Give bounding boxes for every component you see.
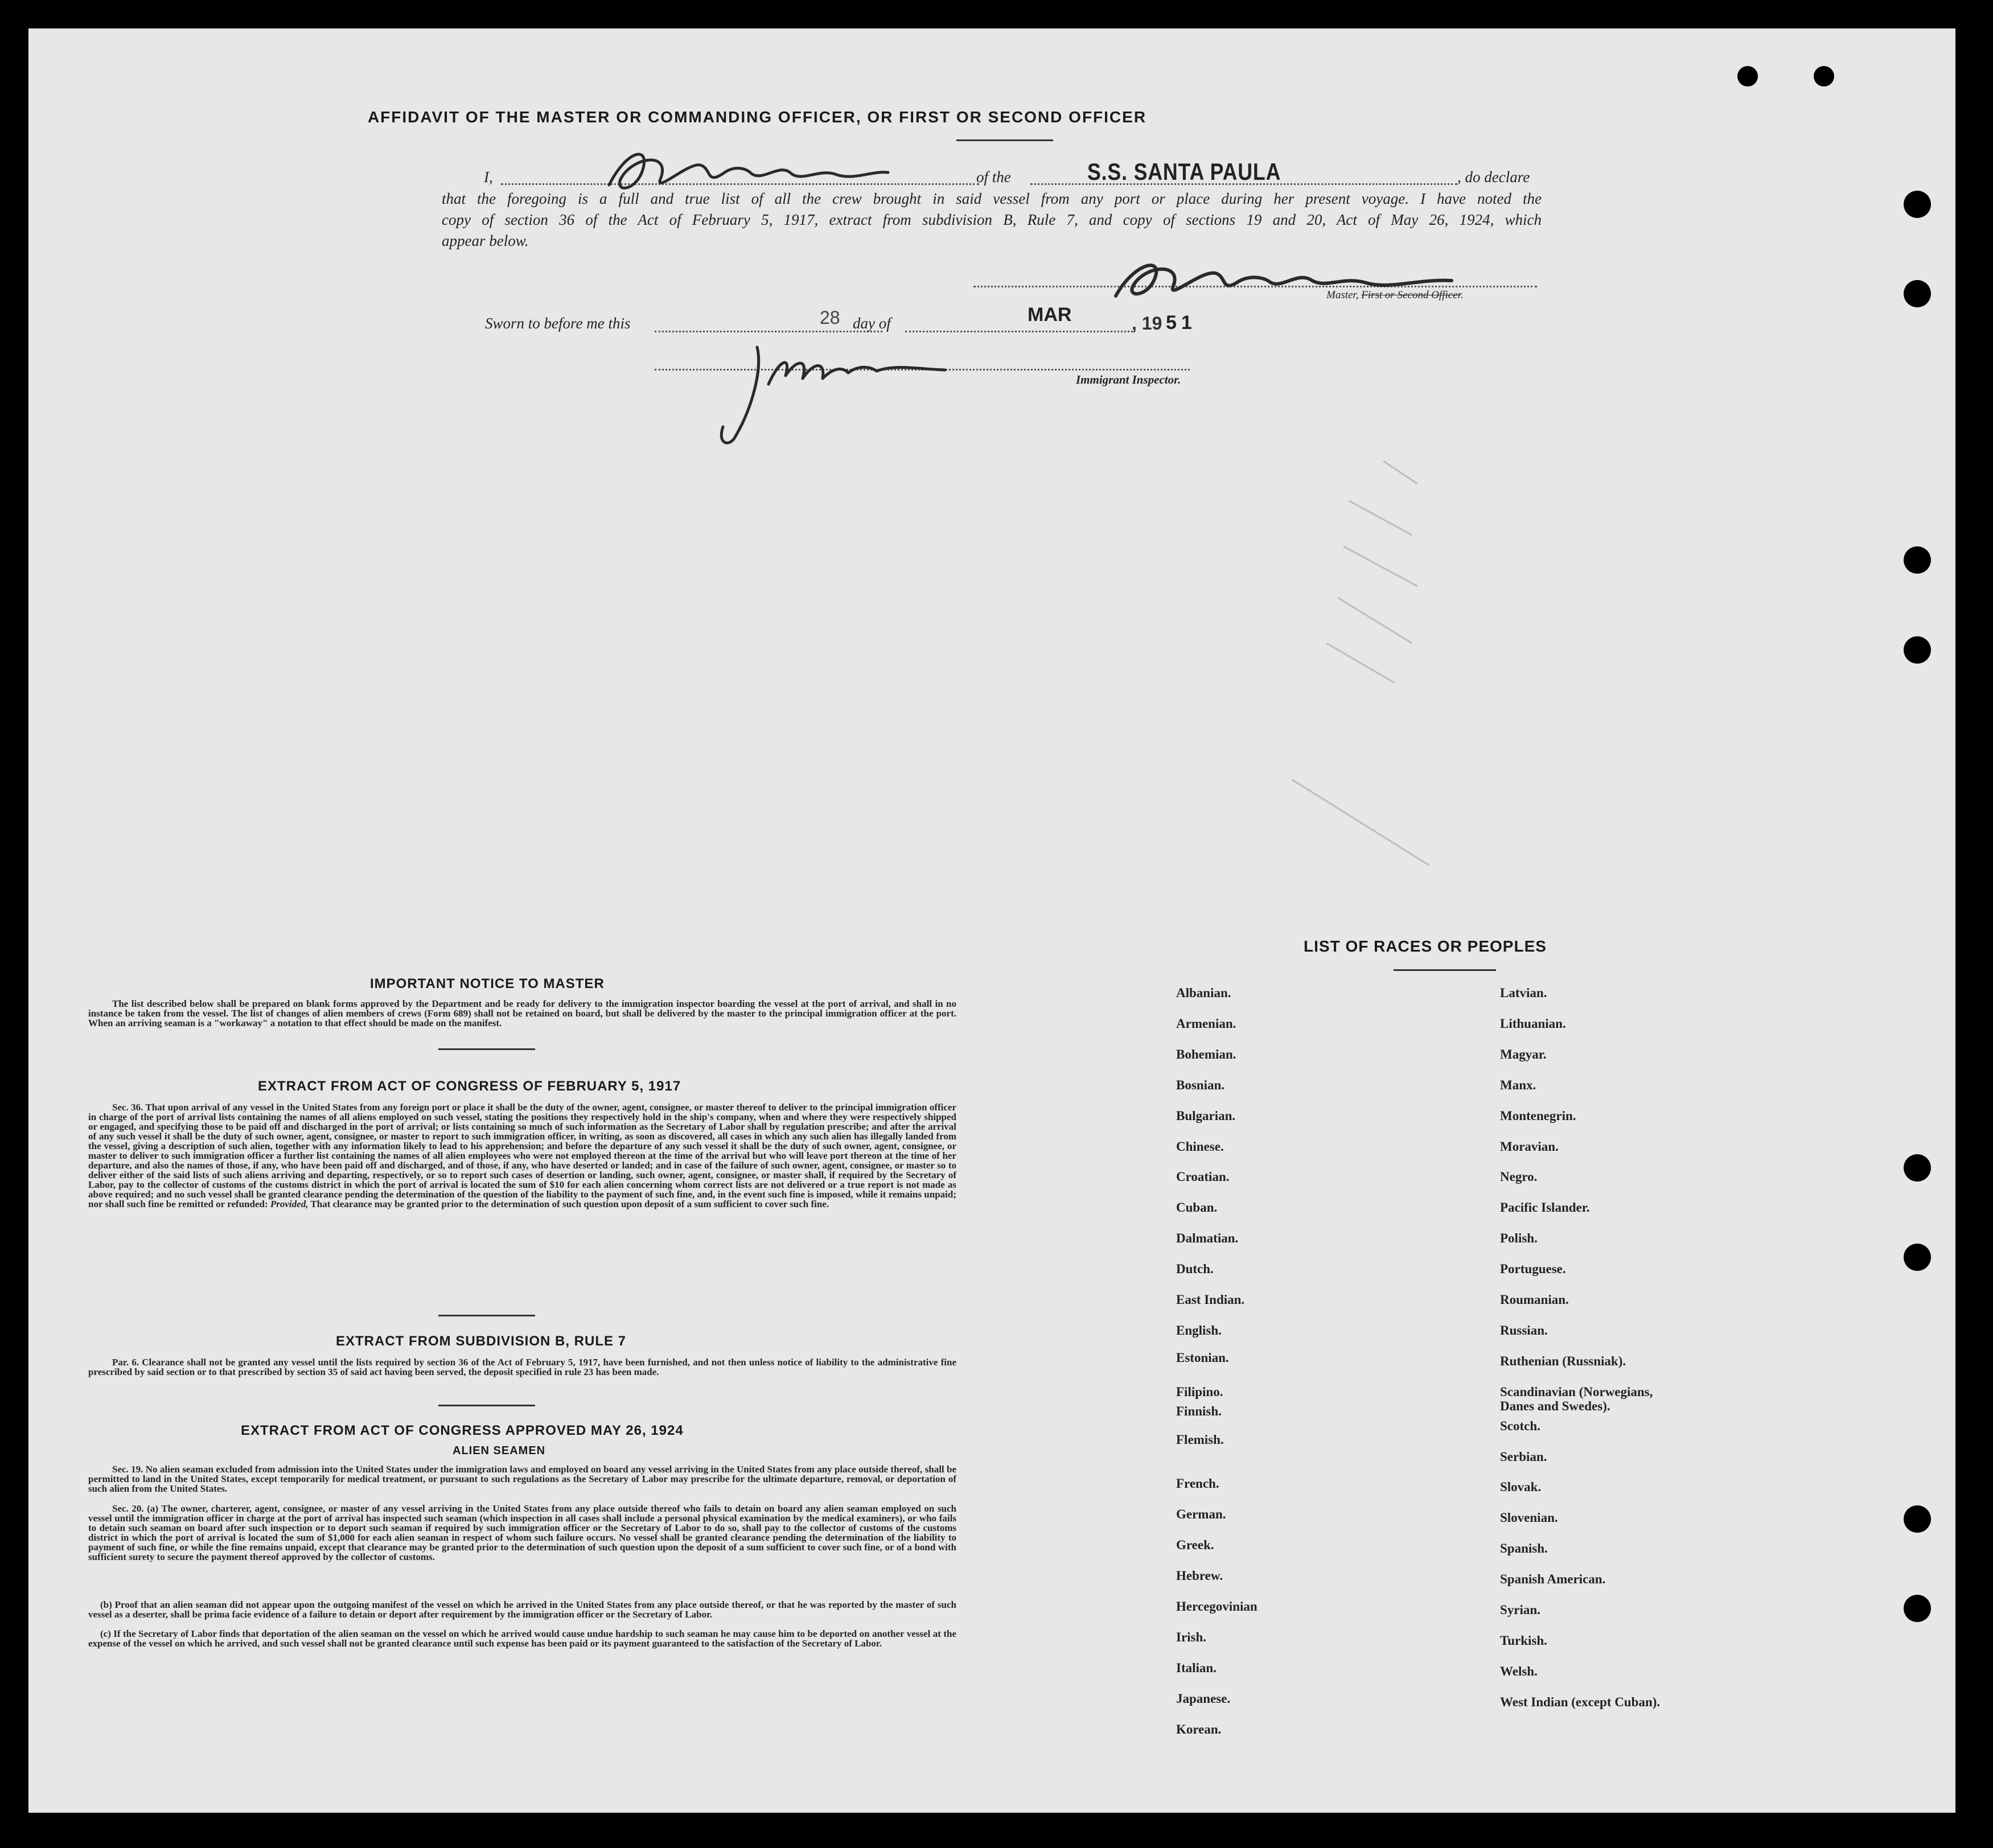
race-item: Pacific Islander. xyxy=(1500,1200,1590,1215)
vessel-name: S.S. SANTA PAULA xyxy=(1087,158,1281,185)
race-item: Albanian. xyxy=(1176,986,1231,1000)
declaration-line-2: copy of section 36 of the Act of February 5, 1917, extract from subdivision B, Rule 7, and copy of sections 19 and 20, Act of May 26, 1924, which xyxy=(442,211,1542,228)
document-page xyxy=(28,28,1955,1813)
punch-hole xyxy=(1904,546,1931,574)
day-line xyxy=(655,331,882,332)
race-item: Welsh. xyxy=(1500,1664,1538,1678)
race-item: Lithuanian. xyxy=(1500,1016,1566,1031)
punch-hole xyxy=(1904,636,1931,664)
master-title: Master, xyxy=(1326,289,1359,301)
race-item: Montenegrin. xyxy=(1500,1108,1576,1123)
race-item: Greek. xyxy=(1176,1538,1214,1553)
race-item: Roumanian. xyxy=(1500,1293,1569,1307)
extract-1917-text xyxy=(88,1102,956,1209)
race-item: Serbian. xyxy=(1500,1449,1547,1464)
year-value: 51 xyxy=(1166,312,1197,334)
race-item: Turkish. xyxy=(1500,1633,1547,1648)
provided-label: Provided, xyxy=(270,1199,309,1209)
race-item: Croatian. xyxy=(1176,1170,1230,1184)
punch-hole xyxy=(1904,280,1931,307)
race-item: French. xyxy=(1176,1476,1219,1491)
notice-title: IMPORTANT NOTICE TO MASTER xyxy=(370,976,605,991)
declaration-line-3: appear below. xyxy=(442,232,529,249)
race-item: Hebrew. xyxy=(1176,1569,1223,1583)
race-item: Manx. xyxy=(1500,1077,1536,1092)
extract-rule7-title: EXTRACT FROM SUBDIVISION B, RULE 7 xyxy=(336,1333,627,1349)
race-item: West Indian (except Cuban). xyxy=(1500,1694,1661,1709)
day-of-label: day of xyxy=(853,315,891,332)
month-line xyxy=(905,331,1133,332)
race-item: Russian. xyxy=(1500,1323,1548,1337)
race-item: Spanish. xyxy=(1500,1541,1548,1556)
inspector-label: Immigrant Inspector. xyxy=(1076,373,1181,386)
section-rule xyxy=(438,1048,535,1050)
i-label: I, xyxy=(484,168,493,186)
race-item: Slovak. xyxy=(1500,1480,1542,1495)
race-item: Moravian. xyxy=(1500,1139,1559,1154)
race-item: German. xyxy=(1176,1507,1226,1522)
race-item: Estonian. xyxy=(1176,1350,1229,1365)
sec19-body: No alien seaman excluded from admission into the United States under the immigration laws and employed on board any vessel arriving in the United States from any place outside thereof, shall be permitted to land in the United States, except temporarily for medical treatment, or pursuant to such regulations as the Secretary of Labor may prescribe for the ultimate departure, removal, or deportation of such alien from the United States. xyxy=(88,1464,957,1494)
sec20a-body: (a) The owner, charterer, agent, consignee, or master of any vessel arriving in the United States from any place outside thereof who fails to detain on board any alien seaman employed on such vessel until the immigration officer in charge at the port of arrival has inspected such seaman (which inspection in all cases shall include a personal physical examination by the medical examiners), or who fails to detain such seaman on board after such inspection or to deport such seaman if required by such immigration officer or the Secretary of Labor to do so, shall pay to the collector of customs of the customs district in which the port of arrival is located the sum of $1,000 for each alien seaman in respect of whom such failure occurs. No vessel shall be granted clearance pending the determination of the liability to payment of such fine, or while the fine remains unpaid, except that clearance may be granted prior to the determination of such question upon the deposit of a sum sufficient to cover such fine, or of a bond with sufficient surety to secure the payment thereof approved by the collector of customs. xyxy=(88,1503,957,1562)
race-item: Korean. xyxy=(1176,1722,1222,1736)
race-item: Ruthenian (Russniak). xyxy=(1500,1353,1626,1368)
races-title: LIST OF RACES OR PEOPLES xyxy=(1304,937,1547,955)
affidavit-title: AFFIDAVIT OF THE MASTER OR COMMANDING OFFICER, OR FIRST OR SECOND OFFICER xyxy=(367,108,1147,126)
extract-rule7-text: Par. 6. Clearance shall not be granted any vessel until the lists required by section 36 of the Act of February 5, 1917, have been furnished, and not then unless notice of liability to the administrative fine prescribed by said section or to that prescribed by section 35 of said act having been served, the deposit specified in rule 23 has been made. xyxy=(88,1357,956,1377)
race-item: English. xyxy=(1176,1323,1222,1337)
punch-hole xyxy=(1904,1505,1931,1533)
race-item: Irish. xyxy=(1176,1629,1207,1644)
race-item: Armenian. xyxy=(1176,1016,1236,1031)
race-item: Bulgarian. xyxy=(1176,1108,1236,1123)
master-label xyxy=(1326,289,1464,302)
extract-1924-subtitle: ALIEN SEAMEN xyxy=(453,1444,546,1457)
race-item: Dutch. xyxy=(1176,1262,1214,1277)
race-item: Japanese. xyxy=(1176,1691,1231,1706)
title-rule xyxy=(956,139,1053,141)
sec36-end: That clearance may be granted prior to the determination of such question upon deposit of a sum sufficient to cover such fine. xyxy=(310,1199,829,1209)
scan-marks xyxy=(1281,415,1452,928)
race-item: Dalmatian. xyxy=(1176,1231,1239,1246)
extract-1924-title: EXTRACT FROM ACT OF CONGRESS APPROVED MAY 26, 1924 xyxy=(241,1423,684,1438)
day-value: 28 xyxy=(820,307,840,328)
do-declare-label: , do declare xyxy=(1457,168,1530,186)
section-rule xyxy=(438,1315,535,1316)
inspector-signature xyxy=(706,336,991,450)
race-item: Hercegovinian xyxy=(1176,1599,1258,1614)
race-item: Latvian. xyxy=(1500,986,1547,1000)
race-item: Bohemian. xyxy=(1176,1047,1236,1061)
race-item: Chinese. xyxy=(1176,1139,1224,1154)
race-item: Negro. xyxy=(1500,1170,1538,1184)
race-item: Flemish. xyxy=(1176,1432,1224,1447)
declaration-line-1: that the foregoing is a full and true list of all the crew brought in said vessel from any port or place during her present voyage. I have noted the xyxy=(442,190,1542,207)
sec20a-text xyxy=(88,1504,956,1562)
punch-hole xyxy=(1814,66,1834,87)
race-item: Cuban. xyxy=(1176,1200,1218,1215)
master-period: . xyxy=(1460,289,1464,301)
sec19-text xyxy=(88,1464,956,1493)
month-value: MAR xyxy=(1028,304,1072,326)
struck-officer-title: First or Second Officer xyxy=(1361,289,1461,301)
race-item: Polish. xyxy=(1500,1231,1538,1246)
races-title-rule xyxy=(1394,969,1496,971)
race-item: Scotch. xyxy=(1500,1418,1540,1433)
sec20c-text: (c) If the Secretary of Labor finds that deportation of the alien seaman on the vessel on which he arrived would cause undue hardship to such seaman he may cause him to be deported on another vessel at the expense of the vessel on which he arrived, and such vessel shall not be granted clearance until such expense has been paid or its payment guaranteed to the satisfaction of the Secretary of Labor. xyxy=(88,1628,956,1649)
race-item: Finnish. xyxy=(1176,1404,1222,1418)
race-item: Filipino. xyxy=(1176,1384,1223,1399)
race-item: East Indian. xyxy=(1176,1293,1245,1307)
race-item: Scandinavian (Norwegians, Danes and Swedes). xyxy=(1500,1384,1653,1413)
punch-hole xyxy=(1904,1595,1931,1622)
sec36-label: Sec. 36. xyxy=(112,1102,143,1113)
notice-text: The list described below shall be prepared on blank forms approved by the Department and be ready for delivery to the immigration inspector boarding the vessel at the port of arrival, and shall in no instance be taken from the vessel. The list of changes of alien members of crews (Form 689) shall not be retained on board, but shall be delivered by the master to the principal immigration officer at the port. When an arriving seaman is a "workaway" a notation to that effect should be made on the manifest. xyxy=(88,998,956,1028)
punch-hole xyxy=(1904,1244,1931,1271)
punch-hole xyxy=(1904,191,1931,218)
sec20-label: Sec. 20. xyxy=(112,1503,144,1514)
sec19-label: Sec. 19. xyxy=(112,1464,143,1475)
race-item: Syrian. xyxy=(1500,1603,1540,1617)
sworn-label: Sworn to before me this xyxy=(485,315,631,332)
race-item: Spanish American. xyxy=(1500,1572,1606,1587)
year-prefix: , 19 xyxy=(1132,313,1162,334)
race-item: Bosnian. xyxy=(1176,1077,1225,1092)
race-item: Portuguese. xyxy=(1500,1262,1566,1277)
extract-1917-title: EXTRACT FROM ACT OF CONGRESS OF FEBRUARY 5, 1917 xyxy=(258,1079,681,1094)
race-item: Magyar. xyxy=(1500,1047,1547,1061)
punch-hole xyxy=(1737,66,1758,87)
section-rule xyxy=(438,1405,535,1406)
of-the-label: of the xyxy=(976,168,1011,186)
race-item: Italian. xyxy=(1176,1660,1217,1675)
punch-hole xyxy=(1904,1154,1931,1182)
sec20b-text: (b) Proof that an alien seaman did not appear upon the outgoing manifest of the vessel on which he arrived in the United States from any place outside thereof, or that he was reported by the master of such vessel as a deserter, shall be prima facie evidence of a failure to detain or deport after requirement by the immigration officer or the Secretary of Labor. xyxy=(88,1599,956,1620)
race-item: Slovenian. xyxy=(1500,1510,1558,1525)
sec36-body: That upon arrival of any vessel in the United States from any foreign port or place it shall be the duty of the owner, agent, consignee, or master thereof to deliver to the principal immigration officer in charge of the port of arrival lists containing the names of all aliens employed on such vessel, stating the positions they respectively hold in the ship's company, when and where they were respectively shipped or engaged, and specifying those to be paid off and discharged in the port of arrival; or lists containing so much of such information as the Secretary of Labor shall by regulation prescribe; and after the arrival of any such vessel it shall be the duty of such owner, agent, consignee, or master to report to such immigration officer, in writing, as soon as discovered, all cases in which any such alien has illegally landed from the vessel, giving a description of such alien, together with any information likely to lead to his apprehension; and before the departure of any such vessel it shall be the duty of such owner, agent, consignee, or master to deliver to such immigration officer a further list containing the names of all alien employees who were not employed thereon at the time of the arrival but who will leave port thereon at the time of her departure, and also the names of those, if any, who have been paid off and discharged, and of those, if any, who have deserted or landed; and in case of the failure of such owner, agent, consignee, or master so to deliver either of the said lists of such aliens arriving and departing, respectively, or so to report such cases of desertion or landing, such owner, agent, consignee, or master shall, if required by the Secretary of Labor, pay to the collector of customs of the customs district in which the port of arrival is located the sum of $10 for each alien concerning whom correct lists are not delivered or a true report is not made as above required; and no such vessel shall be granted clearance pending the determination of the question of the liability to the payment of such fine, and, in the event such fine is imposed, while it remains unpaid; nor shall such fine be remitted or refunded: xyxy=(88,1102,956,1209)
